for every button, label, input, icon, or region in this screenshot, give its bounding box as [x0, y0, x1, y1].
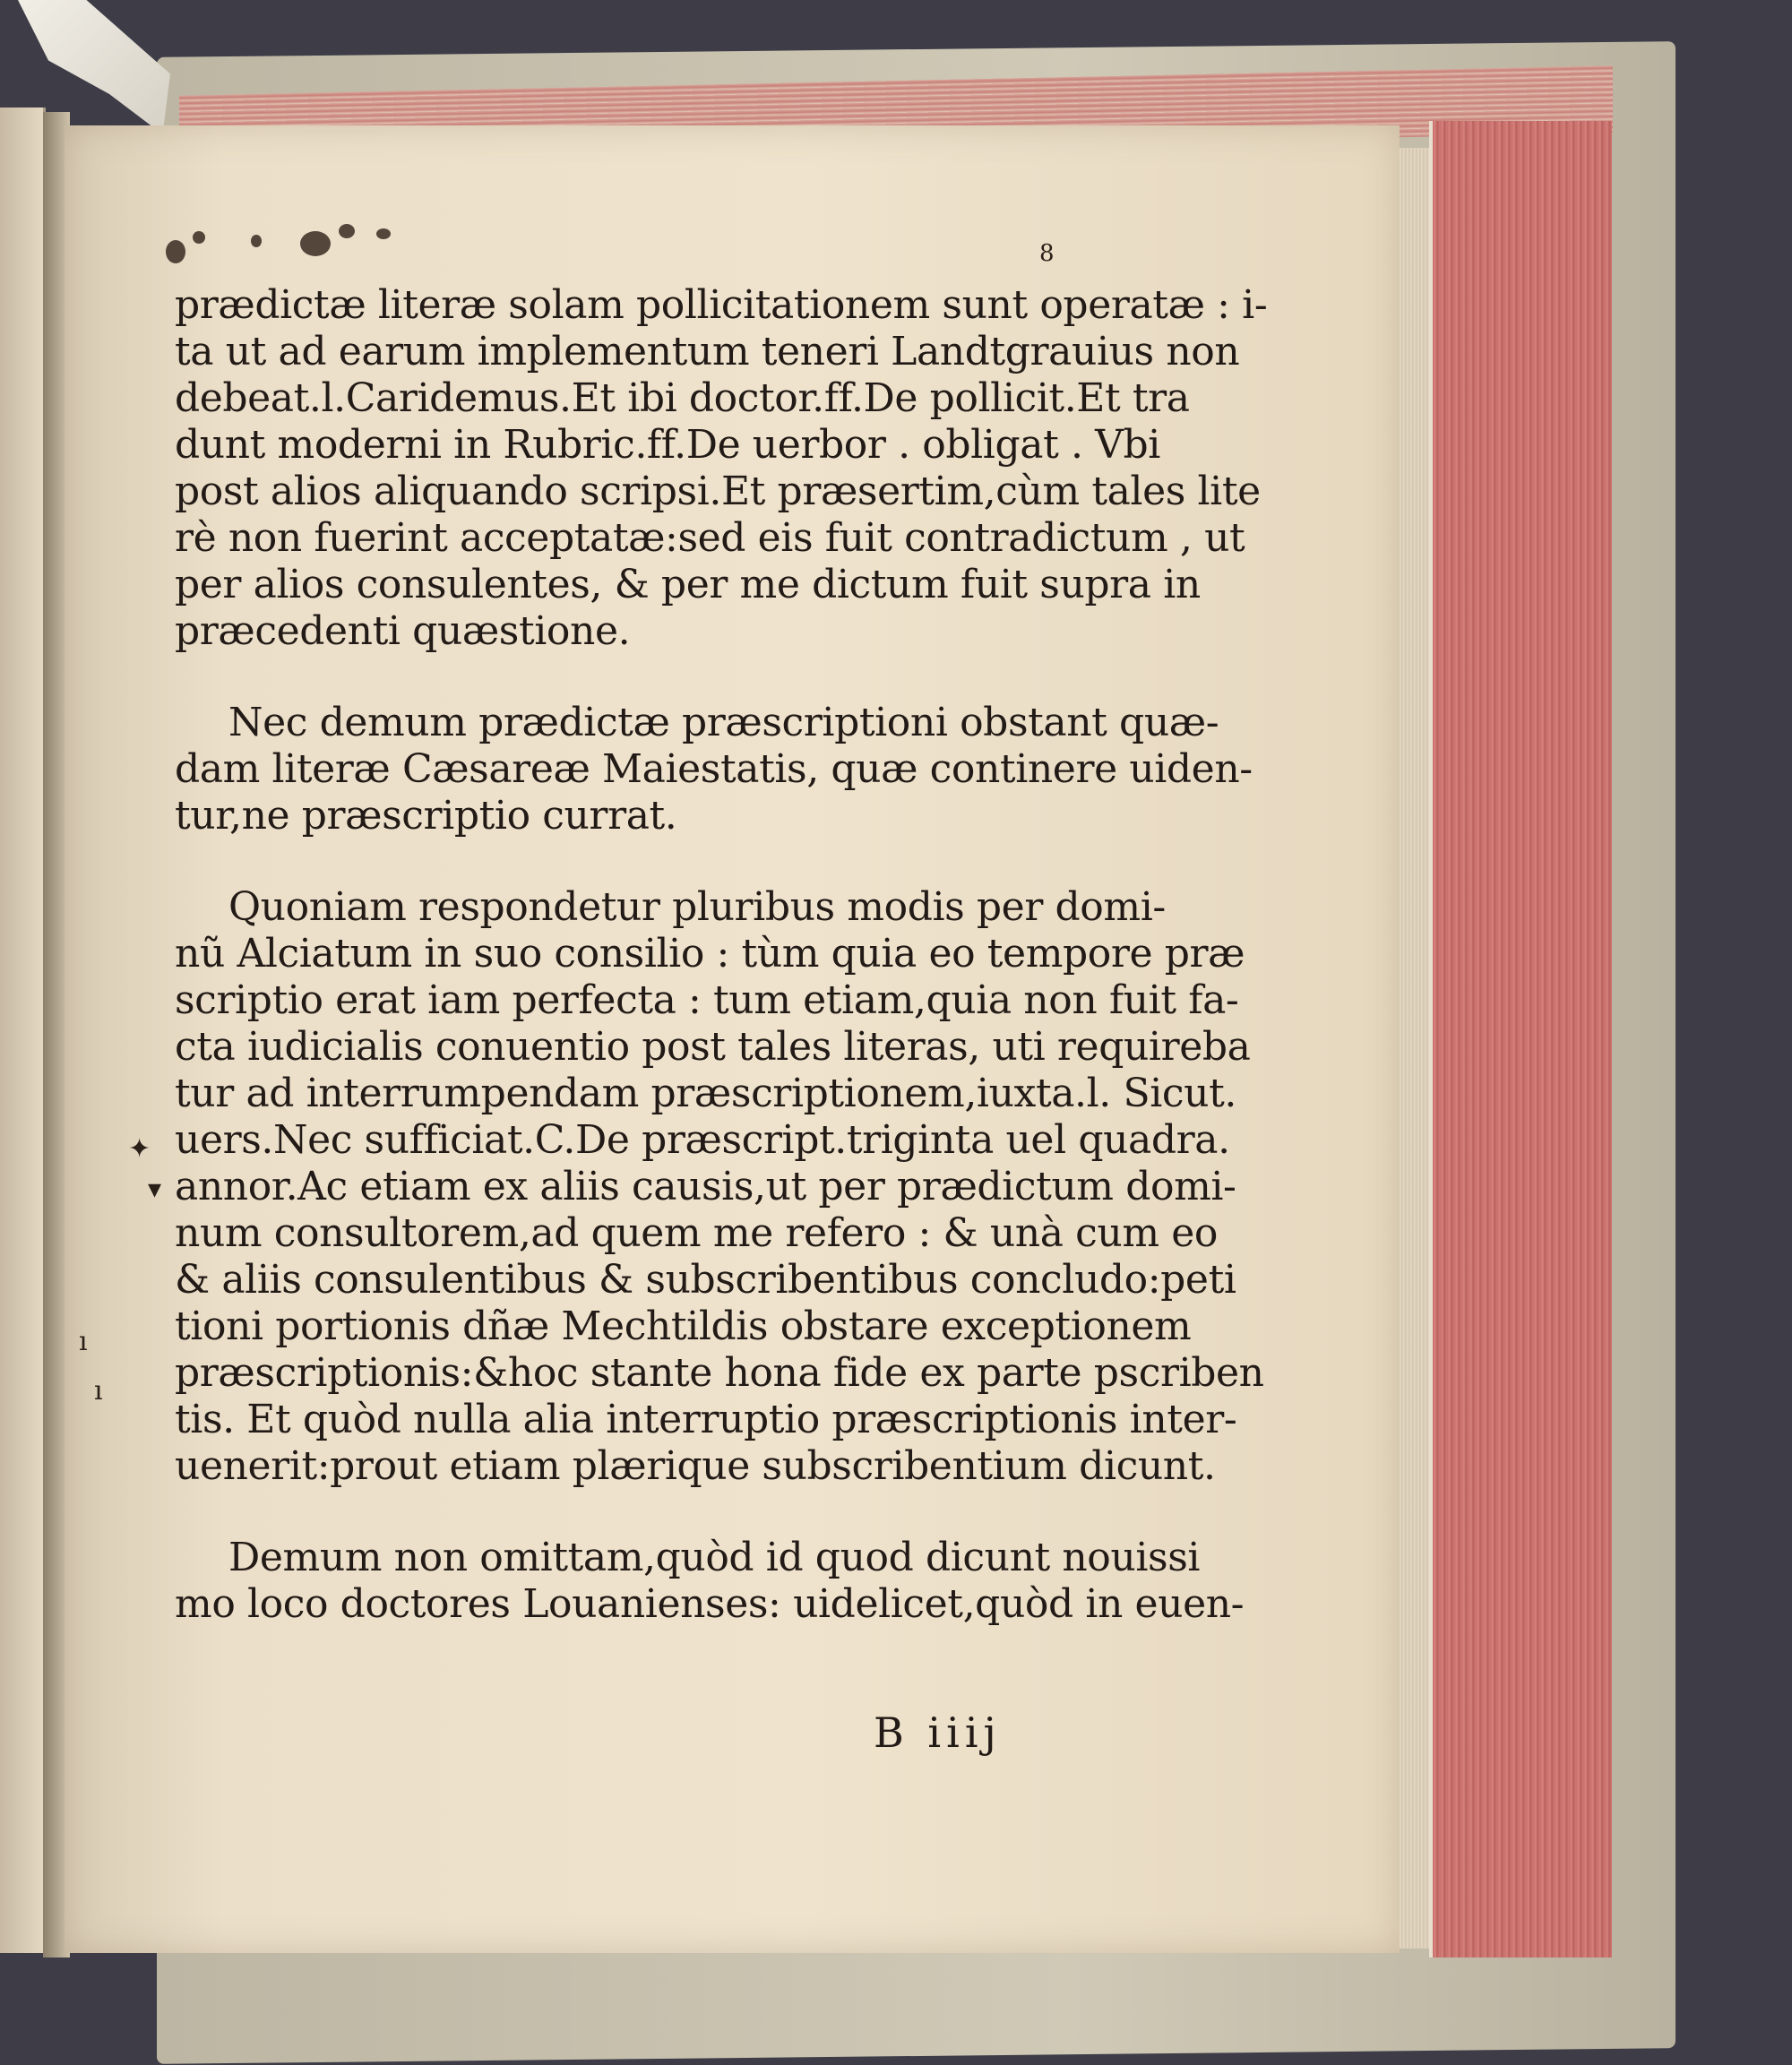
left-page-edge	[0, 108, 46, 1953]
folio-marker: 8	[1039, 240, 1055, 267]
text-line: post alios aliquando scripsi.Et præsertim,cùm tales lite	[175, 469, 1261, 514]
text-line: prædictæ literæ solam pollicitationem sunt operatæ : i-	[175, 282, 1268, 328]
margin-mark: ✦	[128, 1133, 151, 1165]
text-line: scriptio erat iam perfecta : tum etiam,quia non fuit fa-	[175, 977, 1239, 1023]
text-line: tur,ne præscriptio currat.	[175, 793, 677, 839]
text-line: Nec demum prædictæ præscriptioni obstant quæ-	[228, 700, 1219, 745]
text-line: ta ut ad earum implementum teneri Landtgrauius non	[175, 329, 1240, 374]
text-line: dunt moderni in Rubric.ff.De uerbor . obligat . Vbi	[175, 422, 1160, 468]
text-line: præscriptionis:&hoc stante hona fide ex parte pscriben	[175, 1350, 1264, 1396]
ink-blot	[376, 228, 391, 239]
text-line: Demum non omittam,quòd id quod dicunt nouissi	[228, 1535, 1201, 1580]
text-line: tioni portionis dñæ Mechtildis obstare exceptionem	[175, 1304, 1192, 1349]
ink-blot	[251, 235, 262, 247]
red-fore-edge	[1429, 121, 1612, 1957]
text-line: num consultorem,ad quem me refero : & unà cum eo	[175, 1210, 1218, 1256]
text-line: tis. Et quòd nulla alia interruptio præscriptionis inter-	[175, 1397, 1237, 1442]
ink-blot	[339, 224, 355, 238]
text-line: tur ad interrumpendam præscriptionem,iuxta.l. Sicut.	[175, 1071, 1236, 1116]
text-line: uers.Nec sufficiat.C.De præscript.triginta uel quadra.	[175, 1117, 1230, 1163]
margin-mark: ı	[94, 1375, 103, 1407]
paragraph-3	[175, 884, 1264, 1490]
text-line: per alios consulentes, & per me dictum fuit supra in	[175, 562, 1201, 607]
text-line: & aliis consulentibus & subscribentibus concludo:peti	[175, 1257, 1236, 1303]
text-line: Quoniam respondetur pluribus modis per domi-	[228, 884, 1166, 930]
paragraph-2	[175, 700, 1253, 839]
page-text	[175, 282, 1268, 1628]
margin-mark: ı	[79, 1326, 88, 1357]
text-line: dam literæ Cæsareæ Maiestatis, quæ continere uiden-	[175, 746, 1253, 792]
ink-blot	[193, 231, 205, 244]
text-line: præcedenti quæstione.	[175, 608, 631, 654]
text-line: nũ Alciatum in suo consilio : tùm quia eo tempore præ	[175, 931, 1245, 977]
text-line: cta iudicialis conuentio post tales literas, uti requireba	[175, 1024, 1251, 1070]
text-line: annor.Ac etiam ex aliis causis,ut per prædictum domi-	[175, 1164, 1236, 1209]
ink-blot	[300, 231, 331, 256]
margin-mark: ▾	[148, 1174, 162, 1205]
text-line: mo loco doctores Louanienses: uidelicet,quòd in euen-	[175, 1581, 1245, 1627]
paragraph-1	[175, 282, 1268, 655]
text-line: rè non fuerint acceptatæ:sed eis fuit contradictum , ut	[175, 515, 1245, 561]
text-line: uenerit:prout etiam plærique subscribentium dicunt.	[175, 1443, 1216, 1489]
paragraph-4	[175, 1535, 1245, 1628]
ink-blot	[166, 240, 185, 263]
text-line: debeat.l.Caridemus.Et ibi doctor.ff.De pollicit.Et tra	[175, 375, 1190, 421]
signature-mark: B iiij	[874, 1708, 1002, 1757]
